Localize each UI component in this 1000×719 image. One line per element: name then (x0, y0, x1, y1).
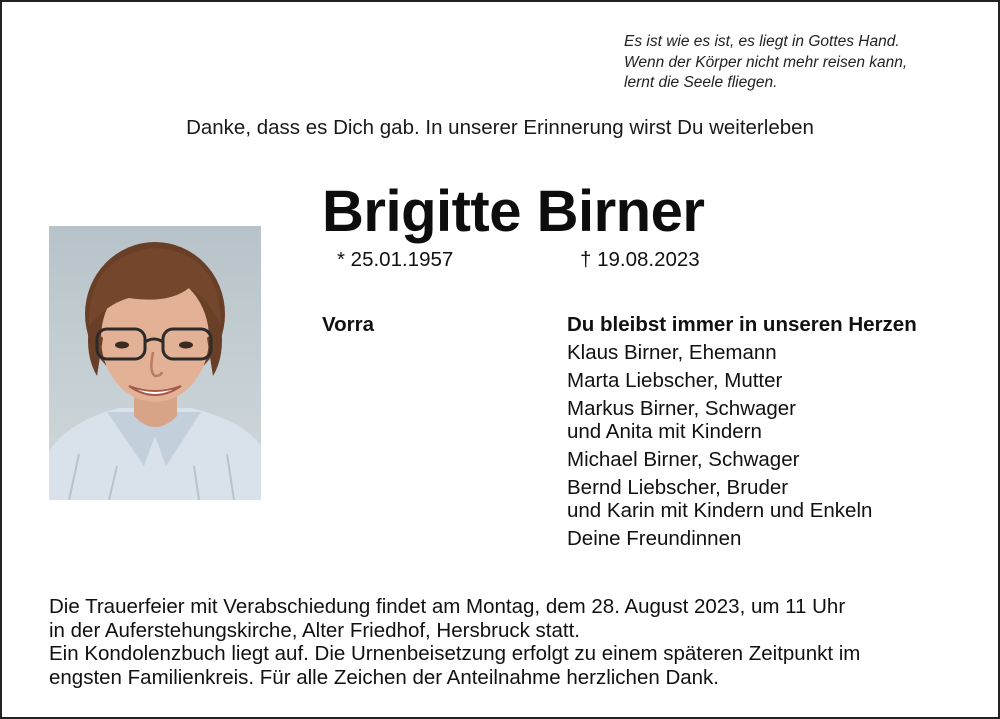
mourners-heading: Du bleibst immer in unseren Herzen (567, 313, 917, 336)
mourner-line: Klaus Birner, Ehemann (567, 341, 777, 364)
mourner-line: Michael Birner, Schwager (567, 448, 800, 471)
place-of-residence: Vorra (322, 313, 375, 336)
mourner-line: Marta Liebscher, Mutter (567, 369, 783, 392)
funeral-notice (49, 595, 979, 689)
notice-line: engsten Familienkreis. Für alle Zeichen der Anteilnahme herzlichen Dank. (49, 665, 720, 689)
mourner-line: Bernd Liebscher, Bruder (567, 476, 789, 499)
memorial-quote (624, 32, 907, 94)
portrait-illustration (49, 226, 261, 500)
mourner-line: und Karin mit Kindern und Enkeln (567, 499, 873, 522)
mourner-entry (567, 476, 917, 522)
portrait-photo (49, 226, 261, 500)
deceased-name: Brigitte Birner (322, 179, 705, 244)
mourner-entry (567, 341, 917, 364)
quote-line: Wenn der Körper nicht mehr reisen kann, (624, 53, 908, 71)
mourner-line: Markus Birner, Schwager (567, 397, 797, 420)
mourners-list (567, 313, 917, 555)
thanks-line: Danke, dass es Dich gab. In unserer Erinnerung wirst Du weiterleben (186, 116, 814, 139)
quote-line: Es ist wie es ist, es liegt in Gottes Hand. (624, 33, 900, 50)
mourner-line: Deine Freundinnen (567, 527, 742, 550)
mourner-entry (567, 448, 917, 471)
mourner-entry (567, 369, 917, 392)
death-date: † 19.08.2023 (580, 248, 700, 271)
notice-line: Die Trauerfeier mit Verabschiedung findet am Montag, dem 28. August 2023, um 11 Uhr (49, 595, 846, 618)
quote-line: lernt die Seele fliegen. (624, 74, 778, 91)
mourner-entry (567, 527, 917, 550)
mourner-entry (567, 397, 917, 443)
notice-line: in der Auferstehungskirche, Alter Friedhof, Hersbruck statt. (49, 618, 580, 642)
mourner-line: und Anita mit Kindern (567, 420, 762, 443)
notice-line: Ein Kondolenzbuch liegt auf. Die Urnenbeisetzung erfolgt zu einem späteren Zeitpunkt im (49, 642, 861, 665)
birth-date: * 25.01.1957 (337, 248, 454, 271)
